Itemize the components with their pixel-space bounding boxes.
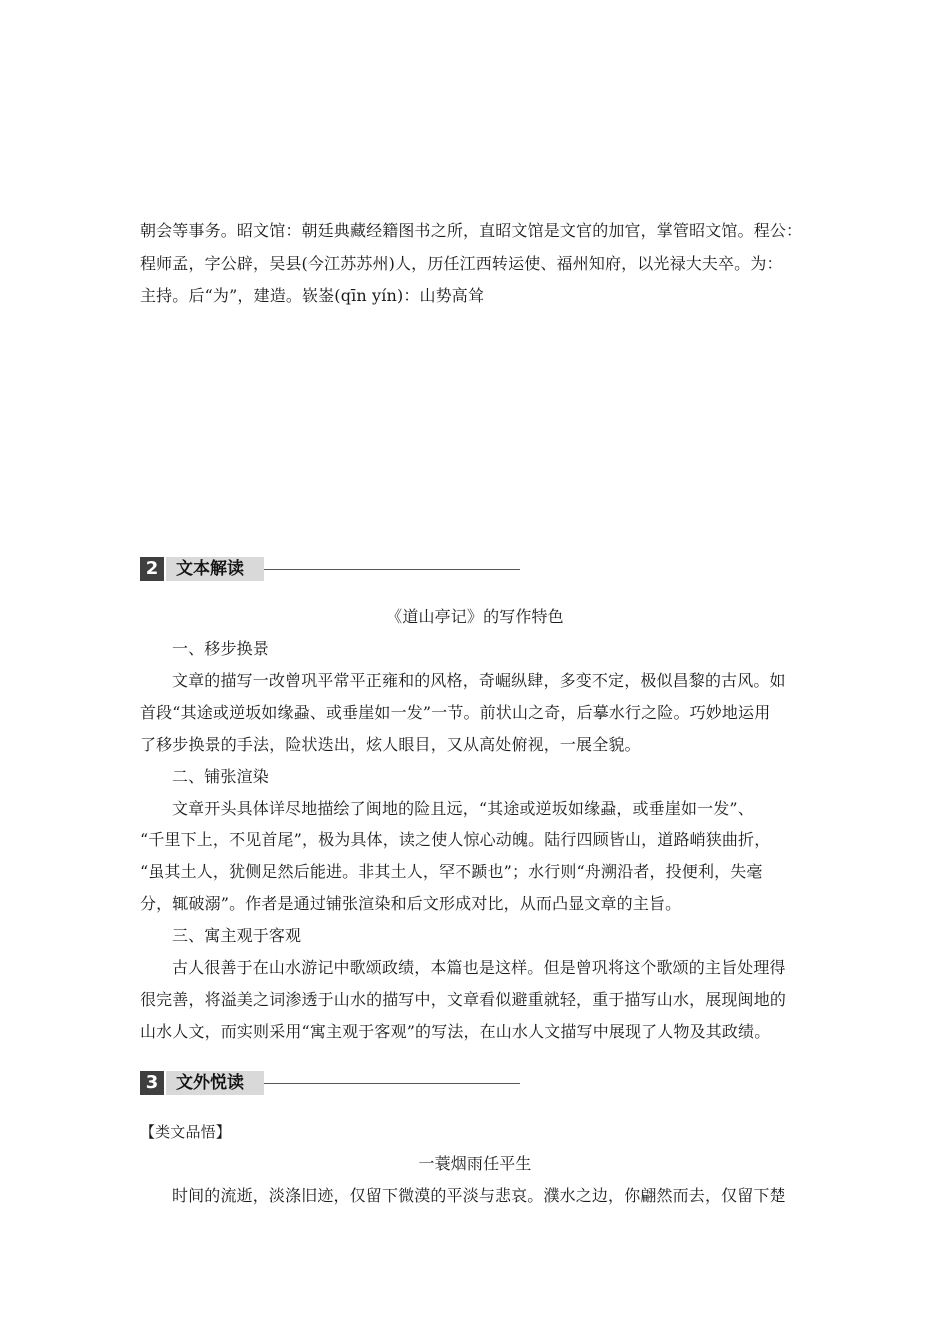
section-number: 2: [140, 557, 164, 581]
section-title: 文本解读: [176, 559, 244, 579]
note-line-2: 程师孟，字公辟，吴县(今江苏苏州)人，历任江西转运使、福州知府，以光禄大夫卒。为：: [140, 254, 783, 273]
paragraph-line: 文章的描写一改曾巩平常平正雍和的风格，奇崛纵肆，多变不定，极似昌黎的古风。如: [172, 671, 786, 690]
paragraph-line: 分，辄破溺”。作者是通过铺张渲染和后文形成对比，从而凸显文章的主旨。: [140, 894, 682, 913]
note-line-1: 朝会等事务。昭文馆：朝廷典藏经籍图书之所，直昭文馆是文官的加官，掌管昭文馆。程公：: [140, 221, 803, 240]
section-number: 3: [140, 1071, 164, 1095]
paragraph-line: 古人很善于在山水游记中歌颂政绩，本篇也是这样。但是曾巩将这个歌颂的主旨处理得: [172, 958, 786, 977]
section-title: 文外悦读: [176, 1073, 244, 1093]
paragraph-line: 很完善，将溢美之词渗透于山水的描写中，文章看似避重就轻，重于描写山水，展现闽地的: [140, 990, 787, 1009]
paragraph-line: “虽其土人，犹侧足然后能进。非其土人，罕不踬也”；水行则“舟溯沿者，投便利，失毫: [140, 862, 763, 881]
paragraph-line: 时间的流逝，淡涤旧迹，仅留下微漠的平淡与悲哀。濮水之边，你翩然而去，仅留下楚: [172, 1186, 786, 1205]
section-divider: [264, 569, 520, 570]
point-heading-3: 三、寓主观于客观: [172, 926, 302, 945]
section-header-3: [140, 1071, 520, 1095]
paragraph-line: 了移步换景的手法，险状迭出，炫人眼目，又从高处俯视，一展全貌。: [140, 735, 641, 754]
paragraph-line: “千里下上，不见首尾”，极为具体，读之使人惊心动魄。陆行四顾皆山，道路峭狭曲折，: [140, 830, 771, 849]
paragraph-line: 首段“其途或逆坂如缘蝨、或垂崖如一发”一节。前状山之奇，后摹水行之险。巧妙地运用: [140, 703, 771, 722]
paragraph-line: 山水人文，而实则采用“寓主观于客观”的写法，在山水人文描写中展现了人物及其政绩。: [140, 1022, 771, 1041]
note-line-3: 主持。后“为”，建造。嵚崟(qīn yín)：山势高耸: [140, 286, 485, 305]
section-title-box: [166, 557, 264, 581]
section-divider: [264, 1083, 520, 1084]
article-title: 《道山亭记》的写作特色: [386, 607, 564, 626]
point-heading-1: 一、移步换景: [172, 639, 269, 658]
section-title-box: [166, 1071, 264, 1095]
essay-title: 一蓑烟雨任平生: [418, 1154, 532, 1173]
point-heading-2: 二、铺张渲染: [172, 767, 269, 786]
section-header-2: [140, 557, 520, 581]
paragraph-line: 文章开头具体详尽地描绘了闽地的险且远，“其途或逆坂如缘蝨，或垂崖如一发”、: [172, 799, 754, 818]
category-label: 【类文品悟】: [140, 1123, 231, 1141]
